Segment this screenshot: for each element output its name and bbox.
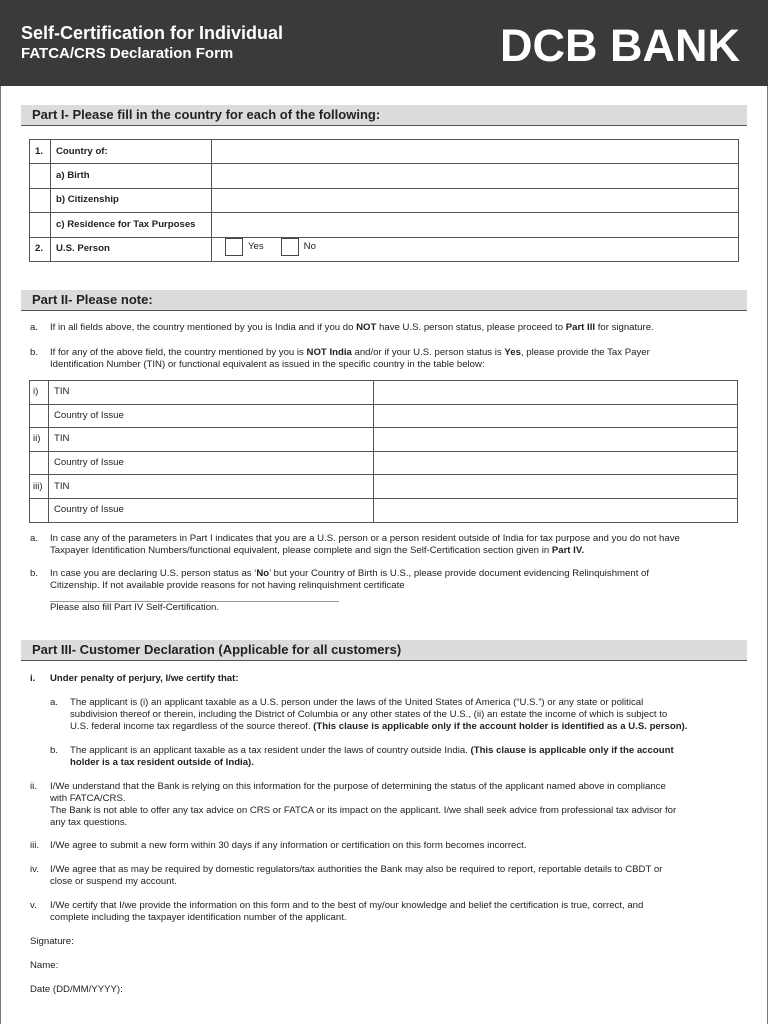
table-row <box>30 213 739 237</box>
decl-marker: i. <box>30 673 36 684</box>
text: with FATCA/CRS. <box>50 793 126 804</box>
table-row <box>30 164 739 188</box>
row-label: TIN <box>49 381 374 405</box>
text-bold: holder is a tax resident outside of India). <box>70 757 254 768</box>
signature-label: Signature: <box>30 936 74 947</box>
row-label: Country of: <box>51 140 212 164</box>
row-number: iii) <box>30 475 49 499</box>
text: The Bank is not able to offer any tax advice on CRS or FATCA or its impact on the applicant. I/we shall seek advice from professional tax advisor for <box>50 805 677 816</box>
tin-table <box>29 380 738 523</box>
decl-marker: ii. <box>30 781 37 792</box>
text: have U.S. person status, please proceed to <box>376 322 566 333</box>
text: , please provide the Tax Payer <box>520 347 650 358</box>
row-number: 2. <box>30 237 51 261</box>
text: If for any of the above field, the country mentioned by you is <box>50 347 307 358</box>
text: If in all fields above, the country mentioned by you is India and if you do <box>50 322 357 333</box>
part1-heading: Part I- Please fill in the country for each of the following: <box>21 105 747 126</box>
table-row <box>30 237 739 261</box>
birth-country-input[interactable] <box>212 164 739 188</box>
table-row <box>30 451 738 475</box>
row-number: ii) <box>30 428 49 452</box>
note-marker: a. <box>30 533 39 544</box>
table-row <box>30 188 739 212</box>
decl-text: I/We agree to submit a new form within 30 days if any information or certification on this form becomes incorrect. <box>50 840 527 851</box>
part3-heading: Part III- Customer Declaration (Applicable for all customers) <box>21 640 747 661</box>
text: ’ but your Country of Birth is U.S., please provide document evidencing Relinquishment of <box>269 568 650 579</box>
row-label: Country of Issue <box>49 498 374 522</box>
note-d-extra: Please also fill Part IV Self-Certification. <box>50 602 220 613</box>
row-label: TIN <box>49 475 374 499</box>
tin-input-1[interactable] <box>374 381 738 405</box>
note-text <box>50 568 742 592</box>
table-row <box>30 475 738 499</box>
country-of-issue-input-3[interactable] <box>374 498 738 522</box>
decl-marker: iv. <box>30 864 39 875</box>
text-bold: Part IV. <box>551 545 585 556</box>
name-label: Name: <box>30 960 59 971</box>
decl-text <box>50 781 742 829</box>
row-number <box>30 164 51 188</box>
text: I/We agree that as may be required by domestic regulators/tax authorities the Bank may also be required to report, reportable details to CBDT or <box>50 864 663 875</box>
row-number <box>30 213 51 237</box>
row-label: Country of Issue <box>49 404 374 428</box>
row-number: i) <box>30 381 49 405</box>
us-person-no[interactable] <box>281 238 316 256</box>
part2-heading: Part II- Please note: <box>21 290 747 311</box>
text: and/or if your U.S. person status is <box>351 347 505 358</box>
decl-text: Under penalty of perjury, I/we certify that: <box>50 673 239 684</box>
form-subtitle: FATCA/CRS Declaration Form <box>21 45 234 62</box>
text: I/We certify that I/we provide the information on this form and to the best of my/our knowledge and belief the certification is true, correct, and <box>50 900 644 911</box>
tin-input-2[interactable] <box>374 428 738 452</box>
form-title: Self-Certification for Individual <box>21 23 284 43</box>
row-label: c) Residence for Tax Purposes <box>51 213 212 237</box>
row-number: 1. <box>30 140 51 164</box>
decl-text <box>70 745 742 769</box>
row-number <box>30 498 49 522</box>
yes-checkbox[interactable] <box>225 238 243 256</box>
us-person-options <box>212 237 739 261</box>
text: U.S. federal income tax regardless of the source thereof. <box>70 721 314 732</box>
note-marker: b. <box>30 568 39 579</box>
row-number <box>30 451 49 475</box>
country-of-input[interactable] <box>212 140 739 164</box>
decl-marker: iii. <box>30 840 40 851</box>
text: In case any of the parameters in Part I indicates that you are a U.S. person or a person resident outside of India for tax purpose and you do not have <box>50 533 680 544</box>
row-label: b) Citizenship <box>51 188 212 212</box>
tin-input-3[interactable] <box>374 475 738 499</box>
note-marker: b. <box>30 347 39 358</box>
text-bold: (This clause is applicable only if the account <box>470 745 674 756</box>
decl-marker: b. <box>50 745 59 756</box>
table-row <box>30 404 738 428</box>
text-bold: Part III <box>565 322 596 333</box>
row-number <box>30 404 49 428</box>
citizenship-country-input[interactable] <box>212 188 739 212</box>
note-text <box>50 322 654 334</box>
decl-marker: v. <box>30 900 37 911</box>
yes-label: Yes <box>248 241 264 253</box>
text-bold: No <box>256 568 270 579</box>
bank-logo: DCB BANK <box>500 20 740 71</box>
country-of-issue-input-2[interactable] <box>374 451 738 475</box>
table-row <box>30 498 738 522</box>
country-of-issue-input-1[interactable] <box>374 404 738 428</box>
text: any tax questions. <box>50 817 128 828</box>
text: subdivision thereof or therein, including the District of Columbia or any other states of the U.S., (ii) an estate the income of which is subject to <box>70 709 668 720</box>
note-marker: a. <box>30 322 39 333</box>
row-label: a) Birth <box>51 164 212 188</box>
text-bold: NOT <box>356 322 377 333</box>
decl-text <box>70 697 742 733</box>
form-header <box>0 0 768 86</box>
text-bold: NOT India <box>306 347 352 358</box>
table-row <box>30 428 738 452</box>
row-label: U.S. Person <box>51 237 212 261</box>
tax-residence-country-input[interactable] <box>212 213 739 237</box>
text: complete including the taxpayer identification number of the applicant. <box>50 912 347 923</box>
text: for signature. <box>595 322 654 333</box>
date-label: Date (DD/MM/YYYY): <box>30 984 123 995</box>
text: The applicant is an applicant taxable as a tax resident under the laws of country outside India. <box>70 745 471 756</box>
table-row <box>30 140 739 164</box>
country-table <box>29 139 739 262</box>
decl-marker: a. <box>50 697 59 708</box>
text: Identification Number (TIN) or functional equivalent as issued in the specific country in the table below: <box>50 359 485 370</box>
decl-text <box>50 900 742 924</box>
text: The applicant is (i) an applicant taxable as a U.S. person under the laws of the United States of America (“U.S.”) or any state or political <box>70 697 644 708</box>
note-text <box>50 347 740 371</box>
text: In case you are declaring U.S. person status as ‘ <box>50 568 257 579</box>
note-text <box>50 533 742 557</box>
text-bold: Yes <box>504 347 521 358</box>
row-label: Country of Issue <box>49 451 374 475</box>
text: I/We understand that the Bank is relying on this information for the purpose of determining the status of the applicant named above in compliance <box>50 781 666 792</box>
no-label: No <box>303 241 316 253</box>
text: close or suspend my account. <box>50 876 177 887</box>
row-label: TIN <box>49 428 374 452</box>
text: Citizenship. If not available provide reasons for not having relinquishment certificate <box>50 580 405 591</box>
table-row <box>30 381 738 405</box>
text-bold: (This clause is applicable only if the account holder is identified as a U.S. person). <box>313 721 688 732</box>
decl-text <box>50 864 742 888</box>
us-person-yes[interactable] <box>225 238 264 256</box>
text: Taxpayer Identification Numbers/functional equivalent, please complete and sign the Self-Certification section given in <box>50 545 552 556</box>
no-checkbox[interactable] <box>281 238 299 256</box>
row-number <box>30 188 51 212</box>
